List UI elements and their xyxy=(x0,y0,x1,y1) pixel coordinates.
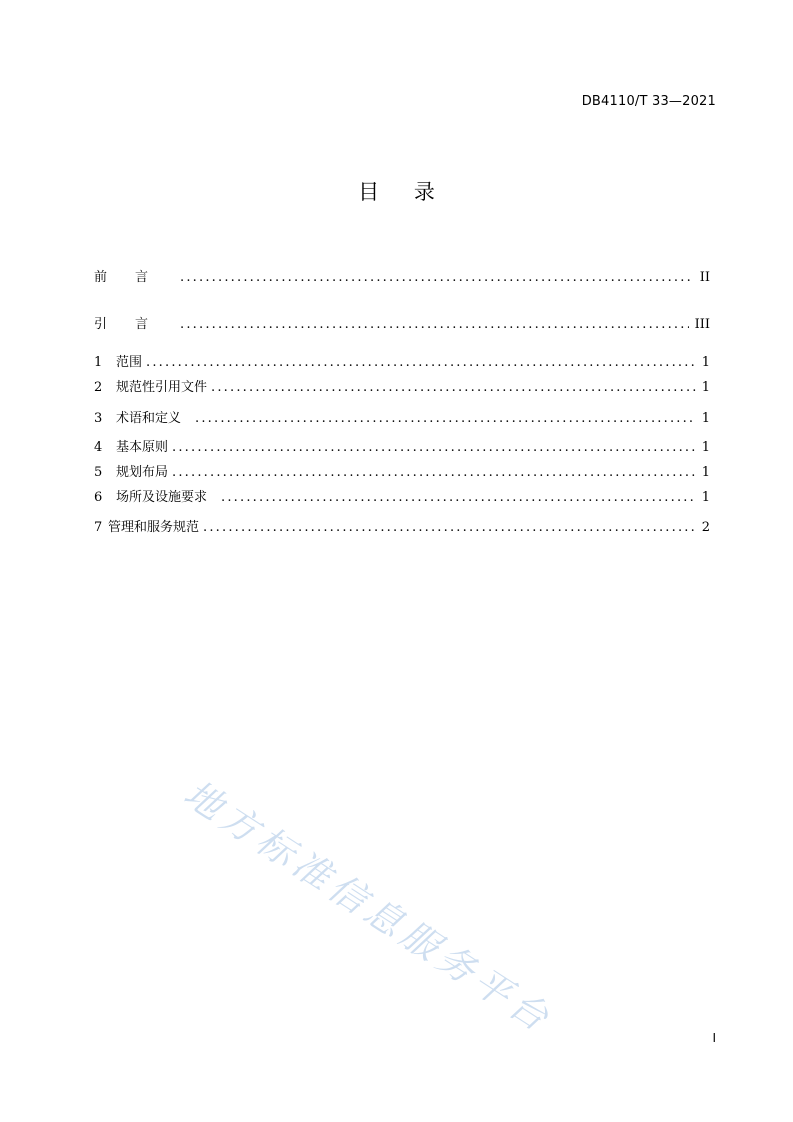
watermark: 地方标准信息服务平台 xyxy=(176,771,561,1043)
toc-entry-number: 4 xyxy=(94,440,103,455)
toc-entry-page: 1 xyxy=(701,355,710,370)
toc-entry-number: 2 xyxy=(94,380,103,395)
toc-entry-foreword[interactable] xyxy=(94,269,710,287)
page-number: I xyxy=(712,1031,716,1045)
toc-leader-dots xyxy=(146,354,696,372)
toc-entry-label: 术语和定义 xyxy=(116,411,182,426)
toc-leader-dots xyxy=(172,464,696,482)
toc-entry-introduction[interactable] xyxy=(94,316,710,334)
toc-entry-page: 1 xyxy=(701,380,710,395)
toc-entry-number: 3 xyxy=(94,411,103,426)
toc-entry-label: 规划布局 xyxy=(116,465,169,480)
toc-entry-page: 2 xyxy=(701,520,710,535)
toc-leader-dots xyxy=(203,519,696,537)
toc-entry-2[interactable] xyxy=(94,379,710,397)
toc-entry-label: 场所及设施要求 xyxy=(116,490,208,505)
toc-entry-page: 1 xyxy=(701,465,710,480)
toc-leader-dots xyxy=(221,489,696,507)
toc-entry-4[interactable] xyxy=(94,439,710,457)
toc-entry-label: 管理和服务规范 xyxy=(108,520,200,535)
toc-entry-1[interactable] xyxy=(94,354,710,372)
toc-entry-label: 引言 xyxy=(94,317,177,332)
toc-entry-page: II xyxy=(699,270,710,285)
toc-leader-dots xyxy=(211,379,696,397)
toc-entry-label: 规范性引用文件 xyxy=(116,380,208,395)
toc-entry-page: 1 xyxy=(701,440,710,455)
toc-entry-page: 1 xyxy=(701,411,710,426)
toc-leader-dots xyxy=(180,316,689,334)
toc-leader-dots xyxy=(172,439,696,457)
toc-entry-label: 范围 xyxy=(116,355,143,370)
toc-entry-page: III xyxy=(694,317,710,332)
toc-entry-3[interactable] xyxy=(94,410,710,428)
toc-entry-number: 5 xyxy=(94,465,103,480)
toc-title: 目 录 xyxy=(358,180,449,204)
toc-entry-number: 1 xyxy=(94,355,103,370)
toc-leader-dots xyxy=(195,410,696,428)
toc-entry-number: 7 xyxy=(94,520,103,535)
toc-entry-page: 1 xyxy=(701,490,710,505)
toc-entry-6[interactable] xyxy=(94,489,710,507)
toc-entry-label: 前言 xyxy=(94,270,177,285)
toc-entry-5[interactable] xyxy=(94,464,710,482)
toc-entry-label: 基本原则 xyxy=(116,440,169,455)
document-code: DB4110/T 33—2021 xyxy=(581,94,716,109)
toc-entry-number: 6 xyxy=(94,490,103,505)
toc-leader-dots xyxy=(180,269,694,287)
toc-entry-7[interactable] xyxy=(94,519,710,537)
